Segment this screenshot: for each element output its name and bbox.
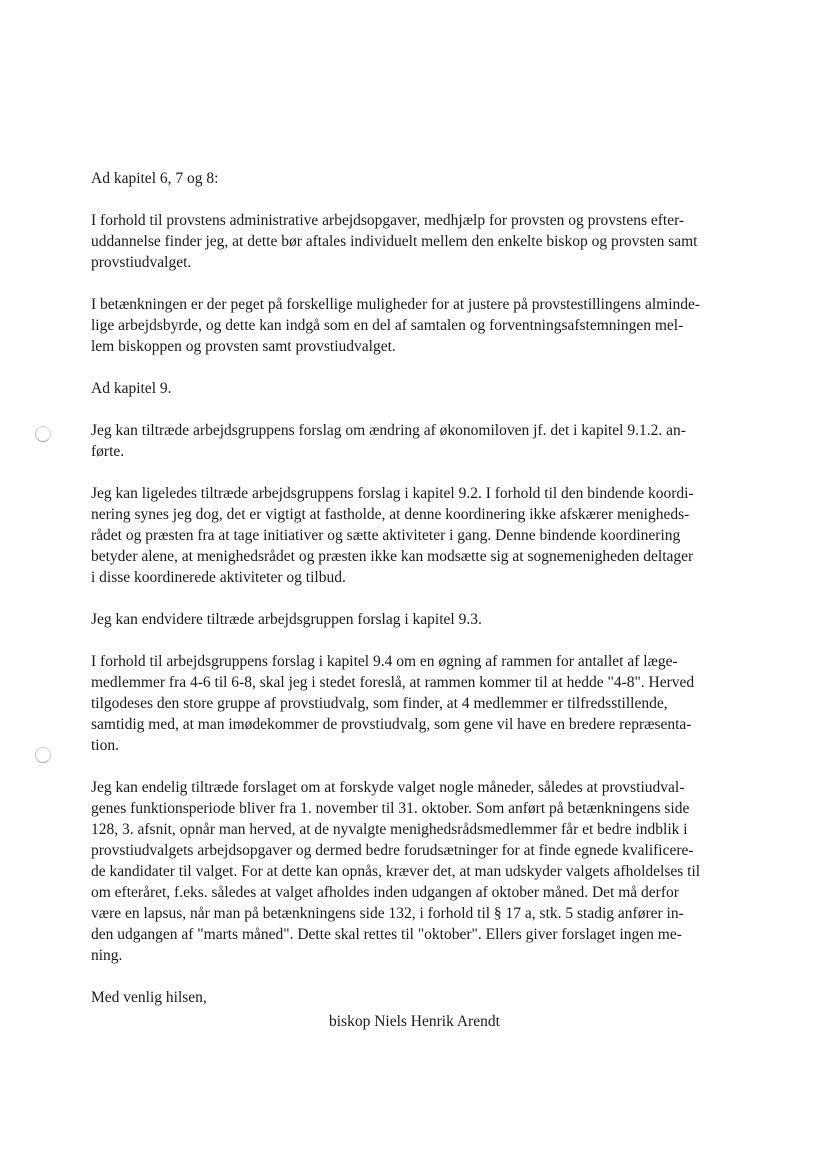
text-line: være en lapsus, når man på betænkningens side 132, i forhold til § 17 a, stk. 5 stadig anfører in- [91,905,684,922]
text-line: lige arbejdsbyrde, og dette kan indgå som en del af samtalen og forventningsafstemningen mel- [91,317,684,334]
text-line: betyder alene, at menighedsrådet og præsten ikke kan modsætte sig at sognemenigheden deltager [91,548,694,565]
text-line: Jeg kan endelig tiltræde forslaget om at forskyde valget nogle måneder, således at provstiudval- [91,779,685,796]
paragraph [91,609,755,630]
paragraph [91,294,755,357]
text-line: genes funktionsperiode bliver fra 1. november til 31. oktober. Som anført på betænkningens side [91,800,690,817]
punch-hole-mark [35,747,51,763]
text-line: uddannelse finder jeg, at dette bør aftales individuelt mellem den enkelte biskop og provsten samt [91,233,698,250]
text-line: rådet og præsten fra at tage initiativer og sætte aktiviteter i gang. Denne bindende koordinering [91,527,681,544]
closing-salutation: Med venlig hilsen, [91,989,207,1006]
text-line: den udgangen af "marts måned". Dette skal rettes til "oktober". Ellers giver forslaget ingen me- [91,926,682,943]
text-line: 128, 3. afsnit, opnår man herved, at de nyvalgte menighedsrådsmedlemmer får et bedre indblik i [91,821,688,838]
paragraph [91,420,755,462]
text-line: ning. [91,947,123,964]
paragraph [91,210,755,273]
text-line: i disse koordinerede aktiviteter og tilbud. [91,569,346,586]
text-line: lem biskoppen og provsten samt provstiudvalget. [91,338,396,355]
text-line: Jeg kan endvidere tiltræde arbejdsgruppen forslag i kapitel 9.3. [91,611,482,628]
letter-body [91,168,755,1008]
text-line: Jeg kan tiltræde arbejdsgruppens forslag om ændring af økonomiloven jf. det i kapitel 9.1.2. an- [91,422,686,439]
paragraph [91,651,755,756]
text-line: I forhold til provstens administrative arbejdsopgaver, medhjælp for provsten og provstens efter- [91,212,685,229]
text-line: tion. [91,737,119,754]
paragraph [91,777,755,966]
section-heading: Ad kapitel 6, 7 og 8: [91,170,219,187]
paragraph [91,483,755,588]
text-line: førte. [91,443,125,460]
text-line: om efteråret, f.eks. således at valget afholdes inden udgangen af oktober måned. Det må derfor [91,884,679,901]
signature-name: biskop Niels Henrik Arendt [329,1013,500,1030]
text-line: Jeg kan ligeledes tiltræde arbejdsgruppens forslag i kapitel 9.2. I forhold til den bindende koordi- [91,485,694,502]
text-line: provstiudvalgets arbejdsopgaver og dermed bedre forudsætninger for at finde egnede kvalificere- [91,842,694,859]
text-line: I forhold til arbejdsgruppens forslag i kapitel 9.4 om en øgning af rammen for antallet af læge- [91,653,678,670]
text-line: samtidig med, at man imødekommer de provstiudvalg, som gene vil have en bredere repræsenta- [91,716,692,733]
punch-hole-mark [35,426,51,442]
text-line: tilgodeses den store gruppe af provstiudvalg, som finder, at 4 medlemmer er tilfredsstillende, [91,695,668,712]
text-line: provstiudvalget. [91,254,192,271]
text-line: de kandidater til valget. For at dette kan opnås, kræver det, at man udskyder valgets afholdelses til [91,863,701,880]
text-line: nering synes jeg dog, det er vigtigt at fastholde, at denne koordinering ikke afskærer menigheds- [91,506,690,523]
text-line: I betænkningen er der peget på forskellige muligheder for at justere på provstestillingens alminde- [91,296,701,313]
section-heading: Ad kapitel 9. [91,380,172,397]
text-line: medlemmer fra 4-6 til 6-8, skal jeg i stedet foreslå, at rammen kommer til at hedde "4-8". Herved [91,674,695,691]
